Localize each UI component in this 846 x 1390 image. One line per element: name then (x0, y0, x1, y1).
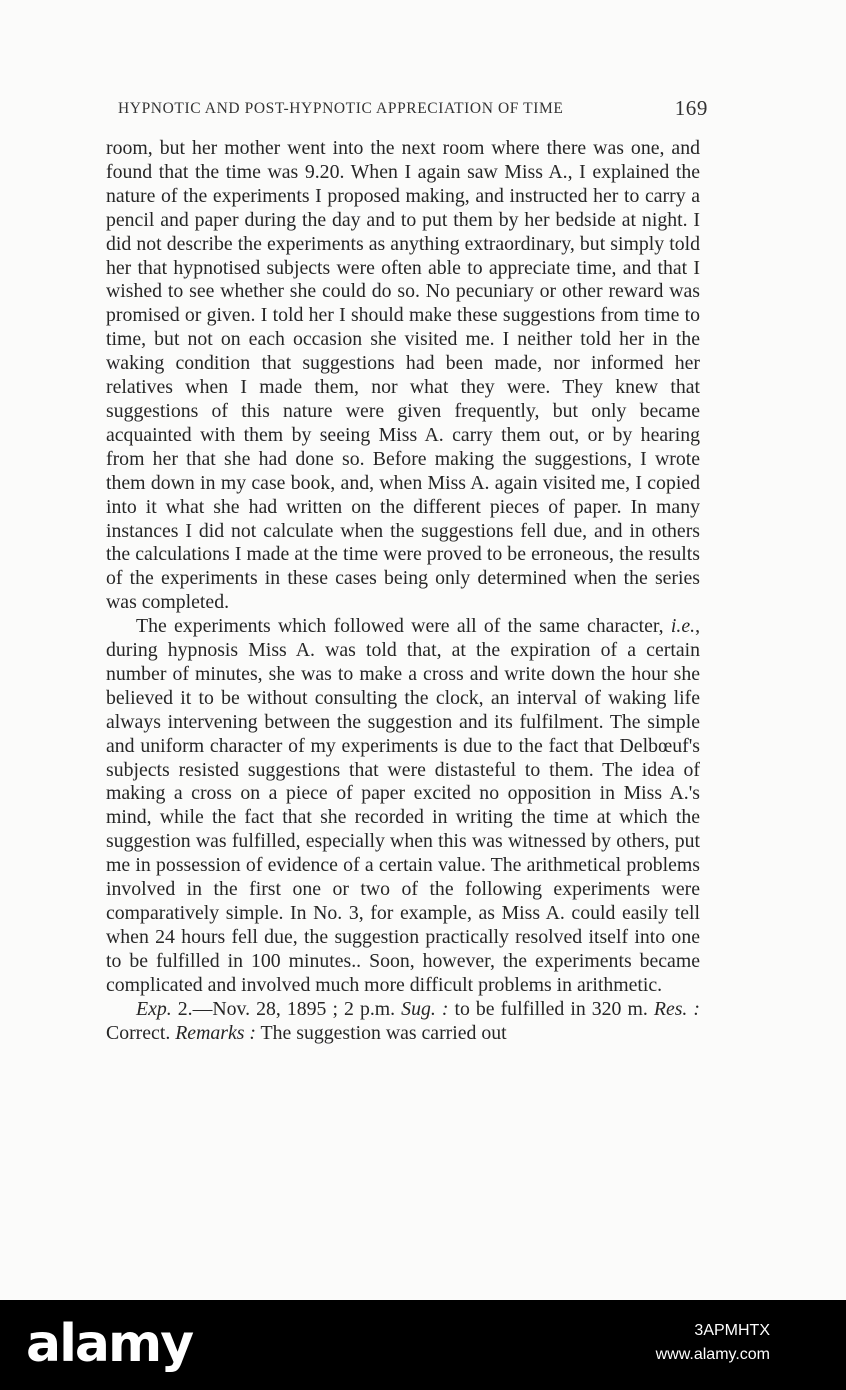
image-id: 3APMHTX (694, 1322, 770, 1339)
paragraph-2-lead: The experiments which followed were all of the same character, (136, 615, 664, 638)
res-label: Res. : (653, 997, 700, 1020)
remarks-label: Remarks : (175, 1021, 256, 1044)
page-number: 169 (674, 96, 708, 120)
res-text: Correct. (106, 1021, 176, 1044)
exp-text: 2.—Nov. 28, 1895 ; 2 p.m. (171, 997, 402, 1020)
running-title: HYPNOTIC AND POST-HYPNOTIC APPRECIATION OF TIME (118, 100, 564, 117)
alamy-logo: alamy (26, 1314, 193, 1374)
experiment-entry (106, 998, 700, 1046)
sug-label: Sug. : (401, 997, 449, 1020)
site-url: www.alamy.com (655, 1346, 770, 1363)
exp-label: Exp. (136, 997, 172, 1020)
sug-text: to be fulfilled in 320 m. (448, 997, 654, 1020)
remarks-text: The suggestion was carried out (255, 1021, 507, 1044)
paragraph-1: room, but her mother went into the next room where there was one, and found that the time was 9.20. When I again saw Miss A., I explained the nature of the experiments I proposed making, and instructed her to carry a pencil and paper during the day and to put them by her bedside at night. I did not describe the experiments as anything extraordinary, but simply told her that hypnotised subjects were often able to appreciate time, and that I wished to see whether she could do so. No pecuniary or other reward was promised or given. I told her I should make these suggestions from time to time, but not on each occasion she visited me. I neither told her in the waking condition that suggestions had been made, nor informed her relatives when I made them, nor what they were. They knew that suggestions of this nature were given frequently, but only became acquainted with them by seeing Miss A. carry them out, or by hearing from her that she had done so. Before making the suggestions, I wrote them down in my case book, and, when Miss A. again visited me, I copied into it what she had written on the different pieces of paper. In many instances I did not calculate when the suggestions fell due, and in others the calculations I made at the time were proved to be erroneous, the results of the experiments in these cases being only determined when the series was completed. (106, 137, 700, 614)
running-header (118, 96, 708, 126)
body-text (106, 137, 700, 1045)
paragraph-2 (106, 615, 700, 998)
paragraph-2-ie: i.e. (670, 615, 696, 638)
paragraph-2-rest: , during hypnosis Miss A. was told that, at the expiration of a certain number of minutes, she was to make a cross and write down the hour she believed it to be without consulting the clock, an interval of waking life always intervening between the suggestion and its fulfilment. The simple and uniform character of my experiments is due to the fact that Delbœuf's subjects resisted suggestions that were distasteful to them. The idea of making a cross on a piece of paper excited no opposition in Miss A.'s mind, while the fact that she recorded in writing the time at which the suggestion was fulfilled, especially when this was witnessed by others, put me in possession of evidence of a certain value. The arithmetical problems involved in the first one or two of the following experiments were comparatively simple. In No. 3, for example, as Miss A. could easily tell when 24 hours fell due, the suggestion practically resolved itself into one to be fulfilled in 100 minutes.. Soon, however, the experiments became complicated and involved much more difficult problems in arithmetic. (106, 615, 701, 996)
